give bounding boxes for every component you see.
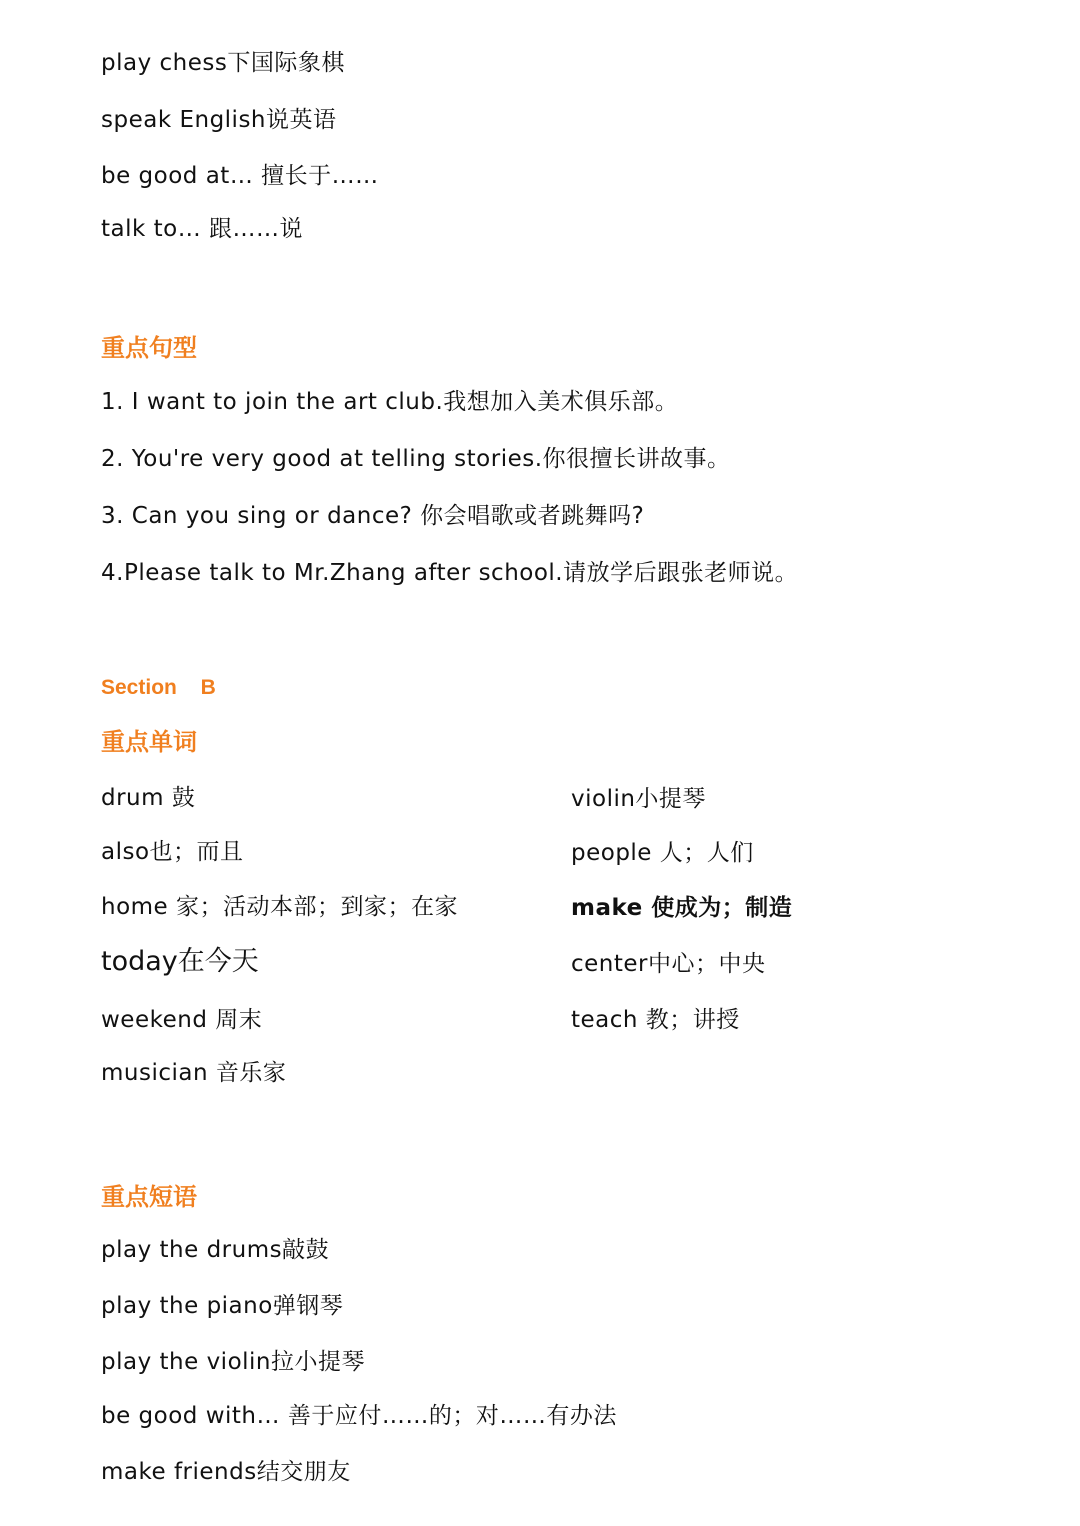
phrase-item: play the drums敲鼓 <box>101 1237 330 1263</box>
section-b-label: Section B <box>101 676 216 699</box>
word-item: violin小提琴 <box>571 786 706 812</box>
sentence-item: 4.Please talk to Mr.Zhang after school.请放学后跟张老师说。 <box>101 560 799 586</box>
phrase-item: be good with… 善于应付……的；对……有办法 <box>101 1403 617 1429</box>
word-item: people 人；人们 <box>571 840 754 866</box>
phrase-item: be good at… 擅长于…… <box>101 163 379 189</box>
word-item: home 家；活动本部；到家；在家 <box>101 894 459 920</box>
sentence-item: 1. I want to join the art club.我想加入美术俱乐部。 <box>101 389 679 415</box>
sentence-item: 3. Can you sing or dance? 你会唱歌或者跳舞吗? <box>101 503 645 529</box>
word-item: teach 教；讲授 <box>571 1007 740 1033</box>
key-sentences-heading: 重点句型 <box>101 334 197 362</box>
word-item: musician 音乐家 <box>101 1060 287 1086</box>
word-item: center中心；中央 <box>571 951 766 977</box>
phrase-item: play chess下国际象棋 <box>101 50 345 76</box>
word-item: also也；而且 <box>101 839 244 865</box>
sentence-item: 2. You're very good at telling stories.你很擅长讲故事。 <box>101 446 731 472</box>
phrase-item: speak English说英语 <box>101 107 337 133</box>
phrase-item: talk to… 跟……说 <box>101 216 304 242</box>
word-item: today在今天 <box>101 946 259 977</box>
phrase-item: make friends结交朋友 <box>101 1459 351 1485</box>
word-item: make 使成为；制造 <box>571 895 793 921</box>
phrase-item: play the violin拉小提琴 <box>101 1349 365 1375</box>
key-phrases-heading: 重点短语 <box>101 1183 197 1211</box>
word-item: weekend 周末 <box>101 1007 263 1033</box>
key-words-heading: 重点单词 <box>101 728 197 756</box>
phrase-item: play the piano弹钢琴 <box>101 1293 344 1319</box>
word-item: drum 鼓 <box>101 785 196 811</box>
